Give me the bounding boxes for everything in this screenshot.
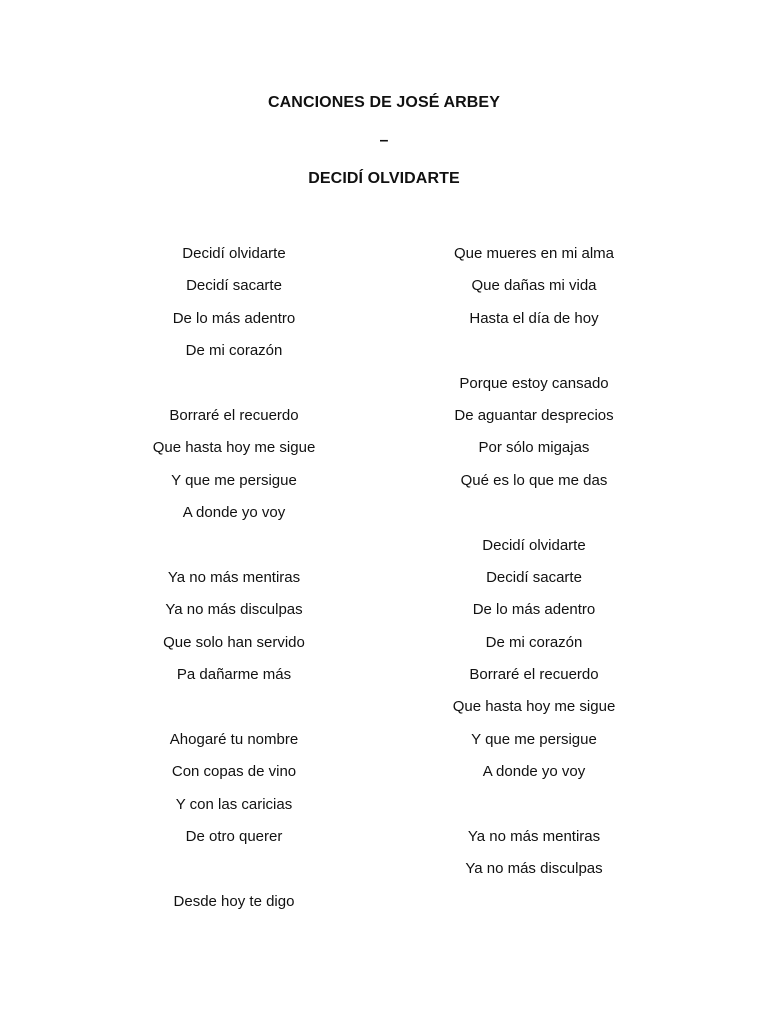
- lyric-line: Decidí sacarte: [186, 277, 282, 295]
- lyric-line: De mi corazón: [485, 633, 583, 651]
- lyric-line: Hasta el día de hoy: [469, 309, 599, 327]
- lyric-line: Y con las caricias: [175, 795, 293, 813]
- lyrics-column-left: [84, 238, 384, 918]
- lyric-line: Con copas de vino: [171, 763, 297, 781]
- lyric-line: Decidí olvidarte: [482, 536, 586, 554]
- lyric-line: De aguantar desprecios: [454, 406, 614, 424]
- lyric-line: Que hasta hoy me sigue: [452, 698, 616, 716]
- stanza-gap: [84, 368, 384, 400]
- lyric-line: Qué es lo que me das: [460, 471, 608, 489]
- lyric-line: Ya no más disculpas: [165, 601, 303, 619]
- song-title: DECIDÍ OLVIDARTE: [308, 170, 460, 187]
- stanza-gap: [84, 853, 384, 885]
- lyrics-column-right: [384, 238, 684, 886]
- lyric-line: Que mueres en mi alma: [453, 245, 615, 262]
- lyric-line: Ya no más disculpas: [465, 860, 603, 878]
- lyric-line: Por sólo migajas: [478, 439, 590, 457]
- lyric-line: Desde hoy te digo: [173, 892, 295, 910]
- lyric-line: Decidí olvidarte: [182, 245, 286, 262]
- stanza-gap: [84, 530, 384, 562]
- lyric-line: Y que me persigue: [171, 471, 297, 489]
- lyric-line: Porque estoy cansado: [459, 374, 609, 392]
- lyric-line: Ya no más mentiras: [167, 568, 301, 586]
- lyric-line: Borraré el recuerdo: [169, 406, 299, 424]
- lyric-line: De lo más adentro: [472, 601, 596, 619]
- lyric-line: A donde yo voy: [182, 504, 286, 522]
- lyric-line: Ahogaré tu nombre: [169, 730, 299, 748]
- title-separator: –: [379, 132, 389, 149]
- lyric-line: Pa dañarme más: [176, 666, 292, 684]
- stanza-gap: [384, 789, 684, 821]
- lyric-line: Decidí sacarte: [486, 568, 582, 586]
- lyric-line: De lo más adentro: [172, 309, 296, 327]
- lyric-line: A donde yo voy: [482, 763, 586, 781]
- lyric-line: Borraré el recuerdo: [469, 666, 599, 684]
- lyric-line: Y que me persigue: [471, 730, 597, 748]
- lyric-line: De otro querer: [185, 828, 283, 846]
- stanza-gap: [384, 335, 684, 367]
- lyric-line: Que dañas mi vida: [471, 277, 597, 295]
- stanza-gap: [84, 691, 384, 723]
- lyric-line: Que hasta hoy me sigue: [152, 439, 316, 457]
- document-title: CANCIONES DE JOSÉ ARBEY: [268, 94, 500, 111]
- lyric-line: Que solo han servido: [163, 633, 305, 651]
- lyric-line: De mi corazón: [185, 342, 283, 360]
- stanza-gap: [384, 497, 684, 529]
- lyric-line: Ya no más mentiras: [467, 828, 601, 846]
